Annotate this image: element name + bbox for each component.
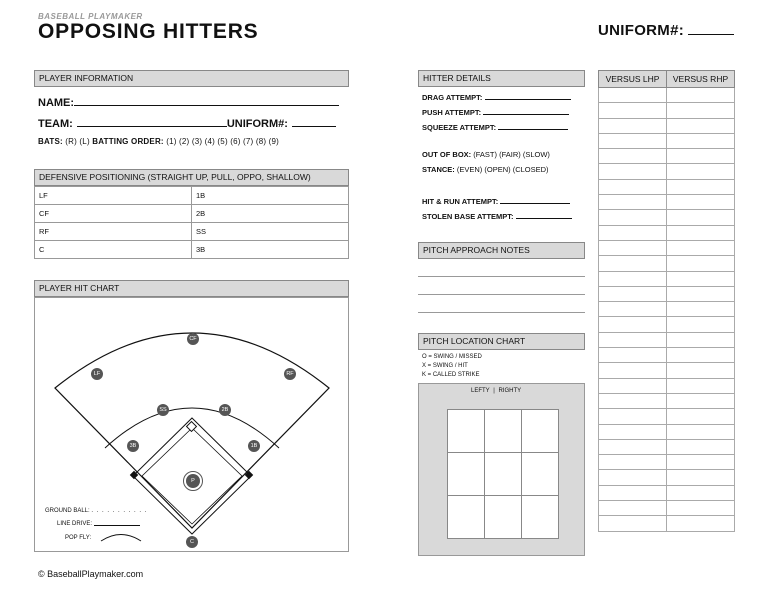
versus-lhp-header: VERSUS LHP — [599, 71, 667, 88]
table-row — [599, 103, 735, 118]
versus-cell[interactable] — [599, 195, 667, 210]
table-row — [599, 164, 735, 179]
versus-cell[interactable] — [667, 470, 735, 485]
page-title: OPPOSING HITTERS — [38, 20, 259, 43]
table-row — [599, 256, 735, 271]
table-row — [599, 88, 735, 103]
table-row — [448, 410, 559, 453]
marker-ss: SS — [157, 404, 169, 416]
versus-cell[interactable] — [599, 516, 667, 531]
pos-1b[interactable]: 1B — [192, 187, 349, 205]
table-row — [599, 302, 735, 317]
table-row — [35, 187, 349, 205]
push-attempt — [422, 107, 569, 117]
table-row — [599, 501, 735, 516]
bats-label: BATS: — [38, 137, 63, 146]
pop-fly-label: POP FLY: — [65, 535, 92, 541]
name-label: NAME: — [38, 97, 75, 109]
versus-cell[interactable] — [599, 149, 667, 164]
stolen-base-label: STOLEN BASE ATTEMPT: — [422, 212, 514, 221]
versus-cell[interactable] — [599, 133, 667, 148]
pos-cf[interactable]: CF — [35, 205, 192, 223]
table-row — [599, 286, 735, 301]
zone-cell[interactable] — [485, 453, 522, 496]
brand-text: BASEBALL PLAYMAKER — [38, 12, 143, 21]
uniform-label-2: UNIFORM#: — [226, 118, 288, 130]
stance — [422, 166, 549, 174]
zone-cell[interactable] — [485, 410, 522, 453]
hit-run-attempt — [422, 196, 570, 206]
versus-cell[interactable] — [599, 363, 667, 378]
versus-cell[interactable] — [599, 179, 667, 194]
versus-cell[interactable] — [599, 378, 667, 393]
versus-cell[interactable] — [667, 424, 735, 439]
versus-cell[interactable] — [599, 485, 667, 500]
versus-cell[interactable] — [599, 501, 667, 516]
zone-cell[interactable] — [448, 496, 485, 539]
zone-cell[interactable] — [485, 496, 522, 539]
drag-label: DRAG ATTEMPT: — [422, 93, 483, 102]
versus-cell[interactable] — [667, 485, 735, 500]
table-row — [599, 332, 735, 347]
versus-cell[interactable] — [599, 210, 667, 225]
pos-rf[interactable]: RF — [35, 223, 192, 241]
versus-cell[interactable] — [667, 133, 735, 148]
out-of-box-label: OUT OF BOX: — [422, 150, 472, 159]
pitch-legend — [422, 353, 482, 380]
table-row — [599, 71, 735, 88]
pos-c[interactable]: C — [35, 241, 192, 259]
versus-cell[interactable] — [667, 118, 735, 133]
versus-cell[interactable] — [667, 332, 735, 347]
legend-ground-ball: GROUND BALL: . . . . . . . . . . . — [45, 508, 148, 514]
pos-2b[interactable]: 2B — [192, 205, 349, 223]
lefty-label: LEFTY — [471, 388, 490, 394]
versus-cell[interactable] — [599, 348, 667, 363]
table-row — [35, 223, 349, 241]
versus-cell[interactable] — [599, 470, 667, 485]
copyright-footer: © BaseballPlaymaker.com — [38, 569, 144, 579]
versus-rhp-header: VERSUS RHP — [667, 71, 735, 88]
legend-line-drive — [57, 520, 140, 529]
table-row — [599, 424, 735, 439]
stolen-base-attempt — [422, 211, 572, 221]
legend-pop-fly — [65, 534, 91, 543]
versus-cell[interactable] — [667, 195, 735, 210]
table-row — [599, 133, 735, 148]
uniform-label: UNIFORM#: — [598, 22, 685, 39]
uniform-line-2[interactable] — [292, 117, 336, 127]
separator: | — [493, 388, 495, 394]
table-row — [35, 241, 349, 259]
hitter-details-header: HITTER DETAILS — [418, 70, 585, 87]
versus-cell[interactable] — [599, 409, 667, 424]
squeeze-label: SQUEEZE ATTEMPT: — [422, 123, 497, 132]
drag-attempt — [422, 92, 571, 102]
versus-cell[interactable] — [667, 378, 735, 393]
versus-cell[interactable] — [599, 286, 667, 301]
pop-fly-icon — [99, 532, 143, 542]
marker-p: P — [186, 474, 200, 488]
versus-cell[interactable] — [667, 271, 735, 286]
table-row — [599, 317, 735, 332]
ground-ball-label: GROUND BALL: — [45, 508, 90, 514]
versus-cell[interactable] — [599, 455, 667, 470]
legend-swing-missed: O = SWING / MISSED — [422, 354, 482, 360]
versus-cell[interactable] — [667, 455, 735, 470]
versus-cell[interactable] — [667, 210, 735, 225]
name-line[interactable] — [74, 96, 339, 106]
versus-cell[interactable] — [599, 103, 667, 118]
marker-lf: LF — [91, 368, 103, 380]
pos-3b[interactable]: 3B — [192, 241, 349, 259]
versus-cell[interactable] — [667, 164, 735, 179]
table-row — [599, 455, 735, 470]
defensive-header: DEFENSIVE POSITIONING (STRAIGHT UP, PULL, OPPO, SHALLOW) — [34, 169, 349, 186]
versus-cell[interactable] — [667, 179, 735, 194]
table-row — [599, 149, 735, 164]
versus-cell[interactable] — [599, 240, 667, 255]
table-row — [599, 485, 735, 500]
note-line[interactable] — [418, 294, 585, 295]
marker-c: C — [186, 536, 198, 548]
versus-cell[interactable] — [599, 271, 667, 286]
versus-cell[interactable] — [599, 317, 667, 332]
team-line[interactable] — [77, 117, 227, 127]
versus-cell[interactable] — [599, 393, 667, 408]
uniform-header — [598, 22, 734, 39]
zone-cell[interactable] — [448, 410, 485, 453]
versus-cell[interactable] — [599, 256, 667, 271]
versus-cell[interactable] — [667, 317, 735, 332]
push-label: PUSH ATTEMPT: — [422, 108, 482, 117]
note-line[interactable] — [418, 312, 585, 313]
bats-options[interactable]: (R) (L) — [65, 137, 90, 146]
marker-1b: 1B — [248, 440, 260, 452]
versus-cell[interactable] — [667, 439, 735, 454]
versus-cell[interactable] — [667, 363, 735, 378]
pitch-notes-header: PITCH APPROACH NOTES — [418, 242, 585, 259]
versus-cell[interactable] — [599, 118, 667, 133]
versus-cell[interactable] — [599, 225, 667, 240]
marker-2b: 2B — [219, 404, 231, 416]
uniform-line[interactable] — [688, 23, 734, 35]
name-field — [38, 96, 339, 109]
table-row — [599, 409, 735, 424]
versus-cell[interactable] — [667, 225, 735, 240]
table-row — [599, 470, 735, 485]
versus-cell[interactable] — [667, 348, 735, 363]
marker-cf: CF — [187, 333, 199, 345]
team-label: TEAM: — [38, 118, 73, 130]
versus-cell[interactable] — [599, 439, 667, 454]
hit-run-label: HIT & RUN ATTEMPT: — [422, 197, 499, 206]
versus-cell[interactable] — [667, 302, 735, 317]
marker-rf: RF — [284, 368, 296, 380]
table-row — [599, 118, 735, 133]
righty-label: RIGHTY — [498, 388, 522, 394]
drag-line[interactable] — [485, 92, 571, 100]
legend-called-strike: K = CALLED STRIKE — [422, 372, 480, 378]
table-row — [599, 393, 735, 408]
versus-cell[interactable] — [599, 332, 667, 347]
table-row — [599, 516, 735, 531]
zone-cell[interactable] — [448, 453, 485, 496]
pos-lf[interactable]: LF — [35, 187, 192, 205]
stolen-base-line[interactable] — [516, 211, 572, 219]
versus-cell[interactable] — [599, 302, 667, 317]
hit-run-line[interactable] — [500, 196, 570, 204]
versus-cell[interactable] — [667, 240, 735, 255]
strike-zone-box — [418, 383, 585, 556]
table-row — [599, 240, 735, 255]
table-row — [599, 179, 735, 194]
batting-order-options[interactable]: (1) (2) (3) (4) (5) (6) (7) (8) (9) — [166, 137, 280, 146]
hit-chart-header: PLAYER HIT CHART — [34, 280, 349, 297]
stance-label: STANCE: — [422, 165, 455, 174]
versus-cell[interactable] — [667, 256, 735, 271]
versus-cell[interactable] — [667, 409, 735, 424]
legend-swing-hit: X = SWING / HIT — [422, 363, 468, 369]
versus-cell[interactable] — [599, 164, 667, 179]
line-drive-label: LINE DRIVE: — [57, 521, 93, 527]
table-row — [599, 210, 735, 225]
table-row — [448, 453, 559, 496]
pitch-location-header: PITCH LOCATION CHART — [418, 333, 585, 350]
handedness-label — [471, 388, 521, 394]
versus-cell[interactable] — [667, 286, 735, 301]
batting-order-label: BATTING ORDER: — [92, 137, 164, 146]
out-of-box-options[interactable]: (FAST) (FAIR) (SLOW) — [473, 150, 550, 159]
versus-cell[interactable] — [667, 393, 735, 408]
versus-table — [598, 70, 735, 532]
versus-cell[interactable] — [667, 501, 735, 516]
hit-chart-box[interactable] — [34, 297, 349, 552]
push-line[interactable] — [483, 107, 569, 115]
zone-cell[interactable] — [522, 453, 559, 496]
squeeze-attempt — [422, 122, 568, 132]
table-row — [599, 225, 735, 240]
zone-cell[interactable] — [522, 410, 559, 453]
squeeze-line[interactable] — [498, 122, 568, 130]
versus-cell[interactable] — [667, 103, 735, 118]
table-row — [599, 378, 735, 393]
versus-cell[interactable] — [599, 424, 667, 439]
versus-cell[interactable] — [667, 149, 735, 164]
table-row — [599, 363, 735, 378]
marker-3b: 3B — [127, 440, 139, 452]
defensive-table — [34, 186, 349, 259]
note-line[interactable] — [418, 276, 585, 277]
table-row — [448, 496, 559, 539]
table-row — [35, 205, 349, 223]
versus-cell[interactable] — [599, 88, 667, 103]
out-of-box — [422, 151, 550, 159]
versus-cell[interactable] — [667, 516, 735, 531]
table-row — [599, 195, 735, 210]
stance-options[interactable]: (EVEN) (OPEN) (CLOSED) — [456, 165, 549, 174]
strike-zone-grid — [447, 409, 559, 539]
player-info-header: PLAYER INFORMATION — [34, 70, 349, 87]
table-row — [599, 271, 735, 286]
table-row — [599, 439, 735, 454]
pos-ss[interactable]: SS — [192, 223, 349, 241]
team-field — [38, 117, 336, 130]
table-row — [599, 348, 735, 363]
versus-cell[interactable] — [667, 88, 735, 103]
zone-cell[interactable] — [522, 496, 559, 539]
bats-row — [38, 137, 279, 146]
